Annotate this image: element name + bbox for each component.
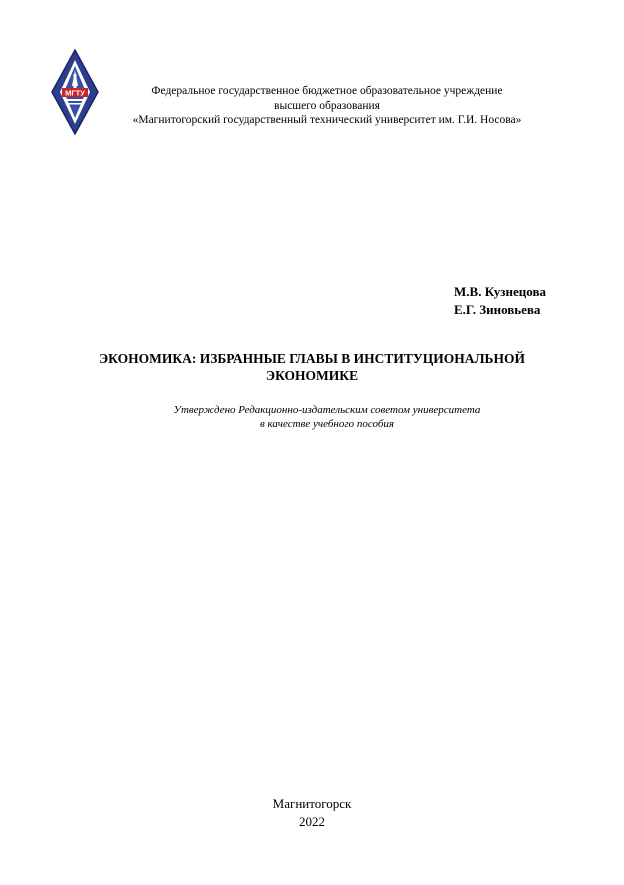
institution-line-2: высшего образования — [274, 99, 380, 112]
title-line-2: ЭКОНОМИКЕ — [265, 368, 359, 383]
svg-text:МГТУ: МГТУ — [65, 88, 85, 98]
institution-header — [100, 84, 554, 128]
approval-note — [100, 403, 554, 431]
publication-year: 2022 — [299, 814, 325, 829]
approval-line-2: в качестве учебного пособия — [260, 418, 394, 430]
institution-line-3: «Магнитогорский государственный технический университет им. Г.И. Носова» — [132, 114, 522, 126]
author-2: Е.Г. Зиновьева — [454, 302, 541, 317]
institution-line-1: Федеральное государственное бюджетное образовательное учреждение — [151, 85, 503, 97]
publication-city: Магнитогорск — [272, 796, 352, 811]
approval-line-1: Утверждено Редакционно-издательским советом университета — [173, 404, 481, 416]
publication-footer — [212, 795, 412, 831]
document-title — [40, 350, 584, 384]
author-1: М.В. Кузнецова — [454, 284, 546, 299]
authors-block — [440, 283, 590, 319]
university-emblem-icon — [50, 48, 100, 136]
title-line-1: ЭКОНОМИКА: ИЗБРАННЫЕ ГЛАВЫ В ИНСТИТУЦИОНАЛЬНОЙ — [98, 351, 525, 366]
